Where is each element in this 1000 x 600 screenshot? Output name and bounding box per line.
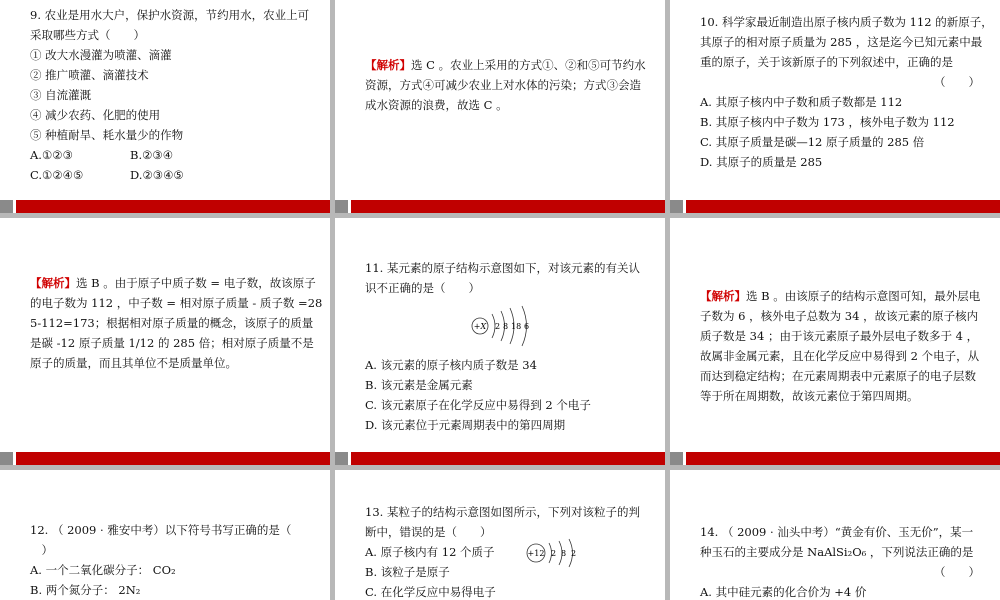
text-line: 识不正确的是（ ） [365, 281, 480, 295]
slide-answer-11 [670, 218, 1000, 465]
text-line: 选 B 。由于原子中质子数 = 电子数，故该原子 [76, 276, 316, 290]
text-line: 重的原子，关于该新原子的下列叙述中，正确的是 [700, 55, 953, 69]
answer-paren: （ ） [934, 565, 980, 579]
question-14-text [700, 522, 998, 600]
slide-question-12 [0, 470, 330, 600]
text-line: 14. （ 2009 · 汕头中考）“黄金有价、玉无价”，某一 [700, 525, 974, 539]
question-9-text [30, 5, 325, 185]
atom-structure-diagram [470, 304, 550, 348]
analysis-tag: 【解析】 [30, 276, 76, 290]
text-line: 5-112=173；根据相对原子质量的概念，该原子的质量 [30, 316, 314, 330]
option-c: C. 其原子质量是碳—12 原子质量的 285 倍 [700, 135, 925, 149]
option-d: D.②③④⑤ [130, 168, 184, 182]
option-a: A. 其原子核内中子数和质子数都是 112 [700, 95, 903, 109]
question-12-text [30, 520, 325, 600]
text-line: 的电子数为 112 ，中子数 = 相对原子质量 - 质子数 =28 [30, 296, 323, 310]
text-line: 成水资源的浪费，故选 C 。 [365, 98, 508, 112]
text-line: 12. （ 2009 · 雅安中考）以下符号书写正确的是（ [30, 523, 292, 537]
analysis-tag: 【解析】 [365, 58, 411, 72]
slide-answer-9 [335, 0, 665, 213]
text-line: 其原子的相对原子质量为 285 ，这是迄今已知元素中最 [700, 35, 983, 49]
option-a: A. 一个二氧化碳分子： CO₂ [30, 563, 176, 577]
option-c: C. 该元素原子在化学反应中易得到 2 个电子 [365, 398, 591, 412]
option-d: D. 其原子的质量是 285 [700, 155, 823, 169]
option-a: A.①②③ [30, 148, 73, 162]
slide-footer-bar [335, 200, 665, 213]
option-b: B. 该粒子是原子 [365, 565, 450, 579]
slide-question-9 [0, 0, 330, 213]
text-line: 选 C 。农业上采用的方式①、②和⑤可节约水 [411, 58, 646, 72]
slide-footer-bar [0, 200, 330, 213]
shell-count: 2 [551, 549, 557, 558]
option-b: B. 该元素是金属元素 [365, 378, 473, 392]
text-line: ① 改大水漫灌为喷灌、滴灌 [30, 48, 172, 62]
text-line: 9. 农业是用水大户，保护水资源，节约用水，农业上可 [30, 8, 310, 22]
answer-paren: （ ） [934, 75, 980, 89]
text-line: 采取哪些方式（ ） [30, 28, 145, 42]
slide-question-14 [670, 470, 1000, 600]
slide-question-10 [670, 0, 1000, 213]
text-line: 而达到稳定结构；在元素周期表中元素原子的电子层数 [700, 369, 976, 383]
shell-count: 18 [511, 322, 522, 331]
question-13-text [365, 502, 660, 600]
shell-count: 2 [571, 549, 577, 558]
question-11-options [365, 355, 660, 435]
shell-count: 6 [524, 322, 530, 331]
text-line: ③ 自流灌溉 [30, 88, 92, 102]
slide-footer-bar [0, 452, 330, 465]
text-line: 10. 科学家最近制造出原子核内质子数为 112 的新原子， [700, 15, 993, 29]
text-line: 11. 某元素的原子结构示意图如下，对该元素的有关认 [365, 261, 640, 275]
slide-question-13 [335, 470, 665, 600]
text-line: 种玉石的主要成分是 NaAlSi₂O₆ ，下列说法正确的是 [700, 545, 974, 559]
text-line: 资源，方式④可减少农业上对水体的污染；方式③会造 [365, 78, 641, 92]
text-line: 原子的质量，而且其单位不是质量单位。 [30, 356, 237, 370]
answer-10-text [30, 273, 325, 373]
atom-structure-diagram [525, 538, 585, 568]
slide-question-11 [335, 218, 665, 465]
option-c: C.①②④⑤ [30, 168, 84, 182]
answer-11-text [700, 286, 998, 406]
question-11-text [365, 258, 660, 298]
text-line: ⑤ 种植耐旱、耗水量少的作物 [30, 128, 184, 142]
shell-count: 2 [495, 322, 501, 331]
nucleus-label: +12 [527, 549, 545, 558]
slide-answer-10 [0, 218, 330, 465]
text-line: ② 推广喷灌、滴灌技术 [30, 68, 149, 82]
answer-9-text [365, 55, 660, 115]
option-b: B. 两个氮分子： 2N₂ [30, 583, 141, 597]
option-c: C. 在化学反应中易得电子 [365, 585, 496, 599]
option-a: A. 其中硅元素的化合价为 +4 价 [700, 585, 867, 599]
option-b: B.②③④ [130, 148, 174, 162]
option-a: A. 该元素的原子核内质子数是 34 [365, 358, 537, 372]
option-b: B. 其原子核内中子数为 173 ，核外电子数为 112 [700, 115, 955, 129]
option-a: A. 原子核内有 12 个质子 [365, 545, 495, 559]
shell-count: 8 [561, 549, 567, 558]
slide-footer-bar [335, 452, 665, 465]
text-line: 故属非金属元素，且在化学反应中易得到 2 个电子，从 [700, 349, 980, 363]
nucleus-label: +X [473, 322, 487, 331]
slide-footer-bar [670, 452, 1000, 465]
text-line: 是碳 -12 原子质量 1/12 的 285 倍；相对原子质量不是 [30, 336, 314, 350]
text-line: 质子数是 34 ；由于该元素原子最外层电子数多于 4 ， [700, 329, 979, 343]
option-d: D. 该元素位于元素周期表中的第四周期 [365, 418, 566, 432]
text-line: 断中，错误的是（ ） [365, 525, 492, 539]
text-line: 13. 某粒子的结构示意图如图所示，下列对该粒子的判 [365, 505, 640, 519]
text-line: 子数为 6 ，核外电子总数为 34 ，故该元素的原子核内 [700, 309, 979, 323]
text-line: ） [30, 543, 53, 557]
question-10-text [700, 12, 998, 172]
shell-count: 8 [503, 322, 509, 331]
atom-diagram-svg [470, 304, 550, 348]
text-line: ④ 减少农药、化肥的使用 [30, 108, 161, 122]
analysis-tag: 【解析】 [700, 289, 746, 303]
slide-footer-bar [670, 200, 1000, 213]
text-line: 等于所在周期数，故该元素位于第四周期。 [700, 389, 919, 403]
text-line: 选 B 。由该原子的结构示意图可知，最外层电 [746, 289, 981, 303]
atom-diagram-svg [525, 538, 585, 568]
